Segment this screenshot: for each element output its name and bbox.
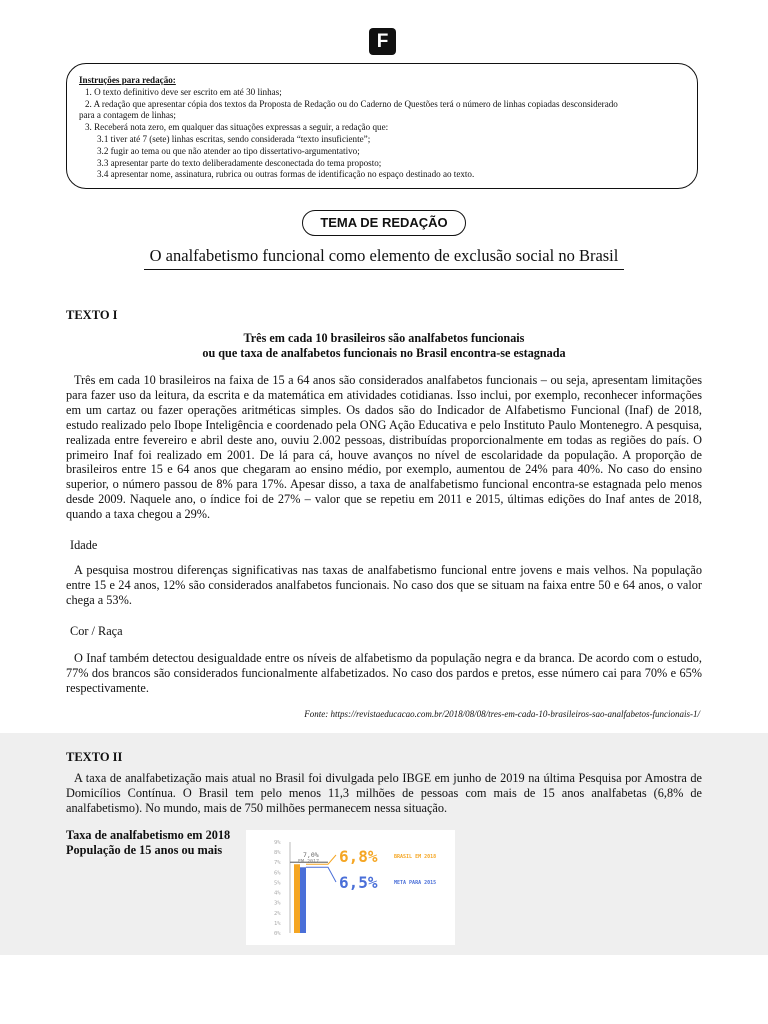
y-tick-label: 8% xyxy=(274,850,281,857)
callout-value-meta: 6,5% xyxy=(339,873,378,892)
y-tick-label: 0% xyxy=(274,931,281,937)
texto1-subtitle: Três em cada 10 brasileiros são analfabetos funcionais xyxy=(243,331,525,345)
instruction-line: 1. O texto definitivo deve ser escrito em até 30 linhas; xyxy=(85,86,282,97)
source-citation: Fonte: https://revistaeducacao.com.br/2018/08/08/tres-em-cada-10-brasileiros-sao-analfabetos-funcionais-1/ xyxy=(304,709,700,719)
chart-label-title: Taxa de analfabetismo em 2018 xyxy=(66,828,231,842)
callout-label-meta: META PARA 2015 xyxy=(394,880,437,886)
chart-label-subtitle: População de 15 anos ou mais xyxy=(66,843,223,857)
y-tick-label: 1% xyxy=(274,920,281,927)
instructions-box xyxy=(66,63,698,189)
y-tick-label: 3% xyxy=(274,900,281,907)
instructions-title: Instruções para redação: xyxy=(79,75,176,85)
bar-meta-2015 xyxy=(300,867,306,933)
brand-logo: F xyxy=(369,28,396,55)
y-tick-label: 4% xyxy=(274,890,281,897)
bar-brasil-2018 xyxy=(294,864,300,933)
texto1-paragraph-3: O Inaf também detectou desigualdade entre os níveis de alfabetismo da população negra e da branca. De acordo com o estudo, 77% dos brancos são considerados funcionalmente alfabetizados. No caso dos pardos e pretos, esse número cai para 70% e 65% respectivamente. xyxy=(66,651,702,695)
y-tick-label: 7% xyxy=(274,860,281,867)
texto1-paragraph-2: A pesquisa mostrou diferenças significativas nas taxas de analfabetismo funcional entre jovens e mais velhos. Na população entre 15 e 24 anos, 12% são considerados analfabetos funcionais. No caso dos que se situam na faixa entre 50 e 64 anos, o valor chega a 53%. xyxy=(66,563,702,607)
y-tick-label: 5% xyxy=(274,880,281,887)
instruction-line: 3. Receberá nota zero, em qualquer das situações expressas a seguir, a redação que: xyxy=(85,122,389,133)
y-tick-label: 6% xyxy=(274,870,281,877)
y-tick-label: 9% xyxy=(274,840,281,846)
instruction-line: 3.2 fugir ao tema ou que não atender ao tipo dissertativo-argumentativo; xyxy=(97,145,360,156)
instruction-line: 3.1 tiver até 7 (sete) linhas escritas, sendo considerada “texto insuficiente”; xyxy=(97,133,371,144)
chart-label xyxy=(66,828,230,858)
instruction-line: 3.3 apresentar parte do texto deliberadamente desconectada do tema proposto; xyxy=(97,157,382,168)
reference-value-label: 7,0% xyxy=(303,851,319,859)
texto1-subtitle-2: ou que taxa de analfabetos funcionais no Brasil encontra-se estagnada xyxy=(202,346,566,360)
y-tick-label: 2% xyxy=(274,910,281,917)
texto1-heading: TEXTO I xyxy=(66,308,118,322)
instruction-line: 2. A redação que apresentar cópia dos textos da Proposta de Redação ou do Caderno de Questões terá o número de linhas copiadas desconsiderado xyxy=(85,98,618,109)
subheading-cor-raca: Cor / Raça xyxy=(70,624,123,638)
callout-label-brasil: BRASIL EM 2018 xyxy=(394,854,437,860)
callout-value-brasil: 6,8% xyxy=(339,847,378,866)
reference-year-label: EM 2017 xyxy=(298,859,320,865)
literacy-chart xyxy=(246,830,455,945)
texto2-paragraph: A taxa de analfabetização mais atual no Brasil foi divulgada pelo IBGE em junho de 2019 na última Pesquisa por Amostra de Domicílios Contínua. O Brasil tem pelo menos 11,3 milhões de pessoas com mais de 15 anos analfabetas (6,8% de analfabetismo). No mundo, mais de 750 milhões permanecem nessa situação. xyxy=(66,771,702,815)
literacy-chart-svg xyxy=(246,830,455,945)
texto2-heading: TEXTO II xyxy=(66,750,123,764)
tema-title: O analfabetismo funcional como elemento de exclusão social no Brasil xyxy=(144,246,624,270)
instruction-line: para a contagem de linhas; xyxy=(79,110,176,121)
texto1-paragraph-1: Três em cada 10 brasileiros na faixa de 15 a 64 anos são considerados analfabetos funcionais – ou seja, apresentam limitações para fazer uso da leitura, da escrita e da matemática em atividades cotidianas. Isso inclui, por exemplo, reconhecer informações em um cartaz ou fazer operações aritméticas simples. Os dados são do Indicador de Alfabetismo Funcional (Inaf) de 2018, estudo realizado pelo Ibope Inteligência e coordenado pela ONG Ação Educativa e pelo Instituto Paulo Montenegro. A pesquisa, realizada entre fevereiro e abril deste ano, ouviu 2.002 pessoas, distribuídas proporcionalmente em todas as regiões do país. O primeiro Inaf foi realizado em 2001. De lá para cá, houve avanços no nível de escolaridade da população. A proporção de brasileiros entre 15 e 64 anos que chegaram ao ensino médio, por exemplo, aumentou de 24% para 40%. No caso do ensino superior, o número passou de 8% para 17%. Apesar disso, a taxa de analfabetismo funcional encontra-se estagnada pelo menos desde 2009. Naquele ano, o índice foi de 27% – valor que se repetiu em 2011 e 2015, últimas edições do Inaf antes de 2018, quando a taxa chegou a 29%. xyxy=(66,373,702,522)
tema-badge: TEMA DE REDAÇÃO xyxy=(302,210,466,236)
callout-connector-meta xyxy=(306,867,336,882)
instruction-line: 3.4 apresentar nome, assinatura, rubrica ou outras formas de identificação no espaço destinado ao texto. xyxy=(97,169,475,180)
subheading-idade: Idade xyxy=(70,538,98,552)
